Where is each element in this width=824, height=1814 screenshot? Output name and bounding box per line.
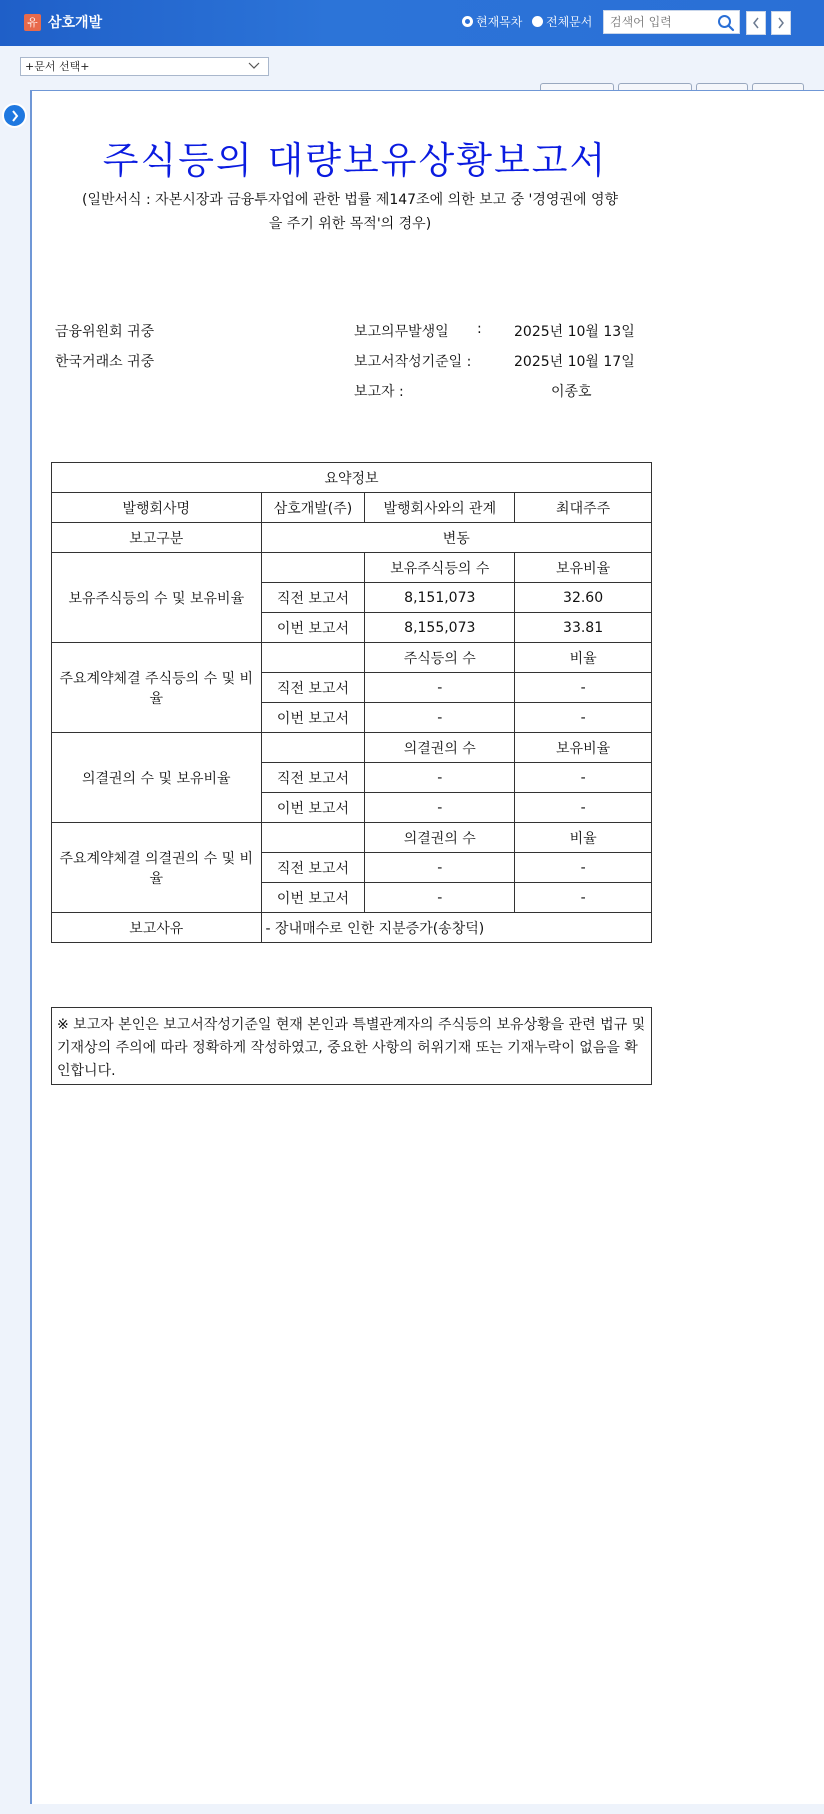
dash-cell: - — [365, 793, 515, 823]
contract-voting-label: 주요계약체결 의결권의 수 및 비율 — [52, 823, 262, 913]
reporter-label: 보고자 : — [354, 384, 404, 400]
report-type-label: 보고구분 — [52, 523, 262, 553]
empty-cell — [261, 823, 365, 853]
basis-date: 2025년 10월 17일 — [514, 354, 635, 370]
chevron-right-icon — [777, 17, 785, 29]
holdings-col-count: 보유주식등의 수 — [365, 553, 515, 583]
dash-cell: - — [515, 673, 652, 703]
confirmation-notice: ※ 보고자 본인은 보고서작성기준일 현재 본인과 특별관계자의 주식등의 보유상황을 관련 법규 및 기재상의 주의에 따라 정확하게 작성하였고, 중요한 사항의 허위기재 또는 기재누락이 없음을 확인합니다. — [51, 1007, 652, 1085]
voting-rights-col-count: 의결권의 수 — [365, 733, 515, 763]
this-report-label: 이번 보고서 — [261, 613, 365, 643]
voting-rights-col-ratio: 보유비율 — [515, 733, 652, 763]
dash-cell: - — [365, 883, 515, 913]
contract-shares-label: 주요계약체결 주식등의 수 및 비율 — [52, 643, 262, 733]
radio-current-label: 현재목차 — [476, 15, 523, 29]
contract-voting-col-ratio: 비율 — [515, 823, 652, 853]
holdings-prev-ratio: 32.60 — [515, 583, 652, 613]
recipient-krx: 한국거래소 귀중 — [55, 354, 155, 370]
radio-all-label: 전체문서 — [546, 15, 593, 29]
dash-cell: - — [515, 793, 652, 823]
chevron-down-icon — [248, 62, 260, 70]
search-box — [603, 10, 740, 34]
basis-date-label: 보고서작성기준일 : — [354, 354, 472, 370]
obligation-date-label: 보고의무발생일 — [354, 324, 449, 340]
reason-label: 보고사유 — [52, 913, 262, 943]
chevron-left-icon — [752, 17, 760, 29]
document-select-value: +문서 선택+ — [25, 60, 90, 73]
prev-report-label: 직전 보고서 — [261, 853, 365, 883]
summary-title: 요약정보 — [52, 463, 652, 493]
next-result-button[interactable] — [771, 11, 791, 35]
summary-table — [51, 462, 652, 943]
holdings-label: 보유주식등의 수 및 보유비율 — [52, 553, 262, 643]
table-row — [52, 523, 652, 553]
this-report-label: 이번 보고서 — [261, 793, 365, 823]
top-bar — [0, 0, 824, 46]
relation-label: 발행회사와의 관계 — [365, 493, 515, 523]
table-row — [52, 823, 652, 853]
dash-cell: - — [365, 853, 515, 883]
issuer-label: 발행회사명 — [52, 493, 262, 523]
recipient-fsc: 금융위원회 귀중 — [55, 324, 155, 340]
chevron-right-icon — [10, 110, 20, 122]
voting-rights-label: 의결권의 수 및 보유비율 — [52, 733, 262, 823]
this-report-label: 이번 보고서 — [261, 883, 365, 913]
company-name: 삼호개발 — [48, 15, 103, 31]
reporter-name: 이종호 — [551, 384, 592, 400]
dash-cell: - — [365, 763, 515, 793]
empty-cell — [261, 733, 365, 763]
holdings-col-ratio: 보유비율 — [515, 553, 652, 583]
dash-cell: - — [365, 703, 515, 733]
holdings-this-ratio: 33.81 — [515, 613, 652, 643]
relation-value: 최대주주 — [515, 493, 652, 523]
radio-all-docs[interactable] — [532, 13, 592, 30]
radio-current-toc[interactable] — [462, 13, 522, 30]
dash-cell: - — [515, 853, 652, 883]
contract-voting-col-count: 의결권의 수 — [365, 823, 515, 853]
dash-cell: - — [515, 763, 652, 793]
dash-cell: - — [515, 883, 652, 913]
radio-checked-icon[interactable] — [462, 16, 473, 27]
prev-report-label: 직전 보고서 — [261, 673, 365, 703]
contract-shares-col-ratio: 비율 — [515, 643, 652, 673]
table-row — [52, 913, 652, 943]
subtitle-line: (일반서식 : 자본시장과 금융투자업에 관한 법률 제147조에 의한 보고 중 '경영권에 영향 — [82, 192, 618, 208]
prev-result-button[interactable] — [746, 11, 766, 35]
empty-cell — [261, 553, 365, 583]
this-report-label: 이번 보고서 — [261, 703, 365, 733]
report-type-value: 변동 — [261, 523, 651, 553]
obligation-date-colon: : — [477, 321, 482, 337]
prev-report-label: 직전 보고서 — [261, 583, 365, 613]
empty-cell — [261, 643, 365, 673]
table-row — [52, 553, 652, 583]
table-row — [52, 643, 652, 673]
dash-cell: - — [365, 673, 515, 703]
obligation-date: 2025년 10월 13일 — [514, 324, 635, 340]
document-title: 주식등의 대량보유상황보고서 — [102, 139, 608, 182]
dash-cell: - — [515, 703, 652, 733]
subtitle-line: 을 주기 위한 목적'의 경우) — [268, 216, 432, 232]
search-input[interactable] — [610, 14, 710, 30]
holdings-this-count: 8,155,073 — [365, 613, 515, 643]
issuer-name: 삼호개발(주) — [261, 493, 365, 523]
prev-report-label: 직전 보고서 — [261, 763, 365, 793]
sidebar-toggle-button[interactable] — [2, 103, 27, 128]
reason-value: - 장내매수로 인한 지분증가(송창덕) — [261, 913, 651, 943]
holdings-prev-count: 8,151,073 — [365, 583, 515, 613]
radio-unchecked-icon[interactable] — [532, 16, 543, 27]
table-row — [52, 733, 652, 763]
search-icon[interactable] — [717, 14, 735, 32]
document-subtitle — [50, 188, 650, 236]
table-row — [52, 463, 652, 493]
document-select[interactable] — [20, 57, 269, 76]
app-logo-icon: 유 — [24, 14, 41, 31]
document-viewer — [30, 90, 824, 1804]
contract-shares-col-count: 주식등의 수 — [365, 643, 515, 673]
table-row — [52, 493, 652, 523]
